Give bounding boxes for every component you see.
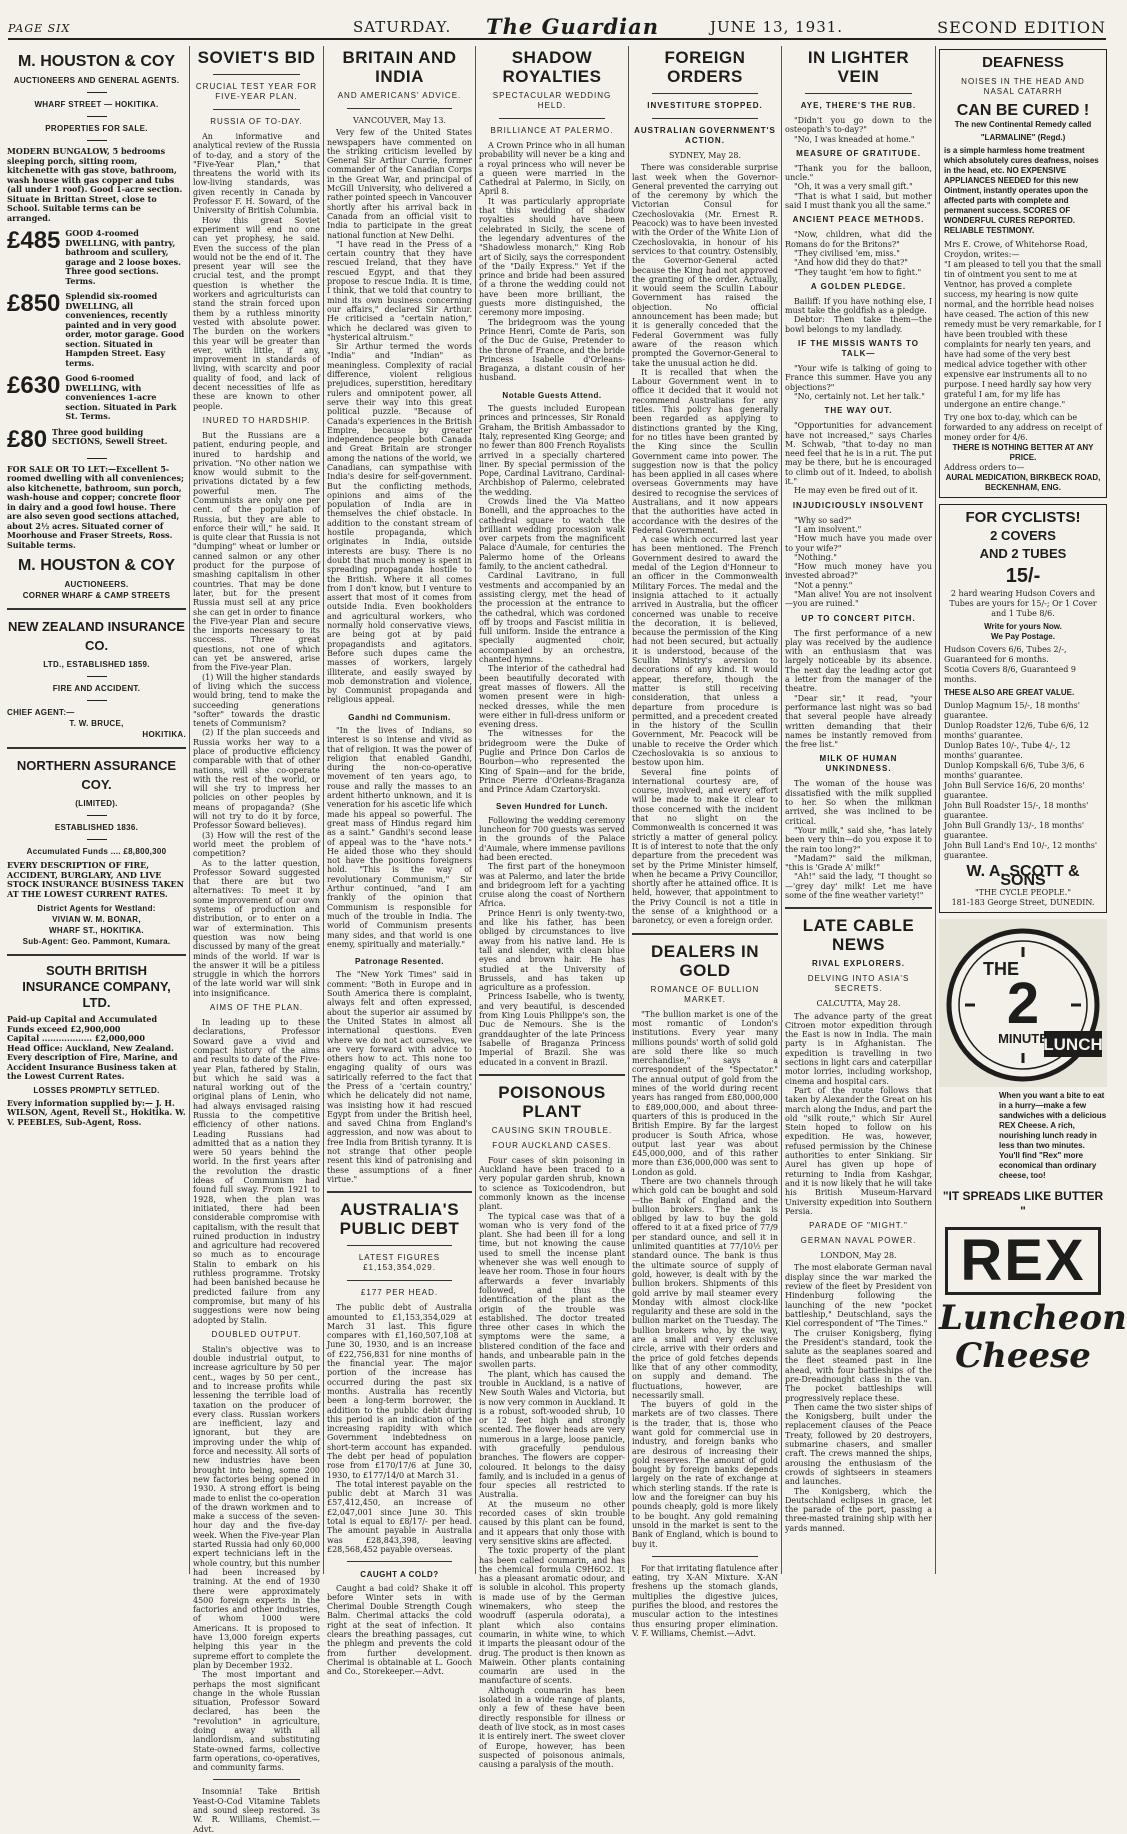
headline: SHADOW ROYALTIES	[502, 48, 602, 86]
article-paragraph: The public debt of Australia amounted to £1,153,354,029 at March 31 last. This figure compares with £1,160,507,108 at June 30, 1930, and is an increase of £22,756,831 for nine months of the financial year. The major portion of the increase has occurred during the past six months. Australia has recently been a long-term borrower, the addition to the public debt during this period is an indication of the increasing rapidity with which Government indebtedness on short-term account has expanded. The debt per head of population rose from £170/17/6 at June 30, 1930, to £177/14/0 at March 31.	[327, 1303, 472, 1480]
section-heading: Notable Guests Attend.	[502, 390, 602, 400]
subheading: LATEST FIGURES £1,153,354,029.	[358, 1253, 441, 1273]
article-paragraph: The total interest payable on the public debt at March 31 was £57,412,450, an increase of £2,047,001 since June 30. This total is equal to £8/17/- per head. The amount payable in Australia was £28,843,398, leaving £28,568,452 payable overseas.	[327, 1479, 472, 1554]
article-paragraph: The most important and perhaps the most significant change in the whole Russian situation, Professor Soward declared, has been the "revolution" in agriculture, doing away with all landlordism, and substituting State-owned farms, collective farm operations, co-operatives, and community farms.	[193, 1670, 320, 1773]
article-paragraph: The Konigsberg, which the Deutschland eclipses in grace, let the parade of the port, passing a three-masted training ship with her yards manned.	[785, 1486, 932, 1533]
section-heading: Gandhi nd Communism.	[348, 712, 451, 722]
dateline: CALCUTTA, May 28.	[816, 999, 901, 1009]
subheading: RIVAL EXPLORERS.	[811, 959, 906, 969]
joke-line: "How much have you made over to your wife?"	[785, 534, 932, 553]
divider	[479, 1074, 625, 1076]
joke-line: "They taught 'em how to fight."	[794, 267, 922, 277]
article-paragraph: The first part of the honeymoon was at Palermo, and later the bride and bridegroom left for a yachting cruise along the coast of Northern Africa.	[479, 862, 625, 909]
south-british-line: Every information supplied by:— J. H. WILSON, Agent, Revell St., Hokitika. W. V. PEEBLES, Sub-Agent, Ross.	[7, 1097, 186, 1127]
column-britain-india	[323, 46, 475, 1677]
joke-line: "Didn't you go down to the osteopath's to-day?"	[785, 116, 932, 135]
south-british-name: SOUTH BRITISH INSURANCE COMPANY, LTD.	[22, 963, 171, 1010]
divider	[347, 1245, 452, 1246]
cyclists-line: 2 hard wearing Hudson Covers and Tubes are yours for 15/-; Or 1 Cover and 1 Tube 8/6.	[949, 589, 1097, 618]
nz-insurance-name: NEW ZEALAND INSURANCE CO.	[8, 619, 185, 653]
joke-line: "Your wife is talking of going to France this summer. Have you any objections?"	[785, 364, 932, 392]
subheading: MILK OF HUMAN UNKINDNESS.	[819, 754, 898, 774]
article-paragraph: (1) Will the higher standards of living which the success would bring, tend to make the succeeding generations "softer" towards the drastic tenets of Communism?	[193, 672, 320, 729]
divider	[87, 116, 107, 117]
article-paragraph: Crowds lined the Via Matteo Bonelli, and the approaches to the cathedral square to watch the brilliant wedding procession walk over carpets from the magnificent Palace d'Aumale, for centuries the Palermo home of the Orleans family, to the ancient cathedral.	[479, 496, 625, 572]
joke-line: "Opportunities for advancement have not increased," says Charles M. Schwab, "that to-day no man need feel that he is in a rut. The put may be there, but he is encouraged to climb out of it. Indeed, to abolish it."	[785, 421, 932, 487]
cyclists-price: 15/-	[1005, 565, 1041, 587]
article-paragraph: (2) If the plan succeeds and Russia works her way to a place of productive efficiency comparable with that of other nations, will she co-operate with the rest of the world, or will she try to impress her policies on other peoples by means of propaganda? (She will not try to do it by force, Professor Soward believes).	[193, 728, 320, 831]
houston-line: CORNER WHARF & CAMP STREETS	[22, 591, 171, 600]
deafness-cure: CAN BE CURED !	[956, 102, 1090, 119]
article-paragraph: Part of the route follows that taken by Alexander the Great on his march along the Indus, and part the old "silk route," which Sir Aurel Stein hoped to follow on his expedition. He was, however, refused permission by the Chinese authorities to enter Sinkiang. Sir Aurel has given up hope of returning to India from Kashgar, and it is now likely that he will take his British Museum-Harvard University expedition into Southern Persia.	[785, 1085, 932, 1216]
joke-line: Debtor: Then take them—the bowl belongs to my landlady.	[785, 315, 932, 334]
northern-assurance-line: WHARF ST., HOKITIKA.	[49, 926, 144, 935]
issue-date: JUNE 13, 1931.	[710, 18, 844, 36]
column-foreign-orders	[628, 46, 781, 1638]
issue-day: SATURDAY.	[353, 18, 452, 36]
headline: BRITAIN AND INDIA	[342, 48, 457, 86]
article-paragraph: The typical case was that of a woman who is very fond of the plant. She had been ill for a long time, but not knowing the cause used to smell the incense plant whenever she was well enough to leave her room. Those in four hours afterwards a fever invariably followed, and thus the identification of the plant as the origin of the trouble was established. The doctor treated three other cases in which the symptoms were the same, a blistered condition of the face and hands, and unbearable pain in the swollen parts.	[479, 1211, 625, 1370]
column-advertisements	[4, 46, 189, 1574]
divider	[87, 140, 107, 141]
joke-line: "Man alive! You are not insolvent —you are ruined."	[785, 589, 932, 609]
scott-line: "THE CYCLE PEOPLE."	[975, 887, 1071, 897]
joke-line: "Your milk," said she, "has lately been very thin—do you expose it to the rain too long?"	[785, 825, 932, 854]
divider	[347, 108, 452, 109]
cyclists-line: Dunlop Magnum 15/-, 18 months' guarantee.	[944, 701, 1080, 720]
article-paragraph: As to the latter question, Professor Soward suggested that there are but two alternatives: To meet it by some improvement of our own systems of production and distribution, or to enter on a war of extermination. This question was now being discussed by many of the great minds of the world. If war is the answer it will be a pitiless struggle in which the horrors of the late world war will sink into insignificance.	[193, 858, 320, 998]
deafness-line: is a simple harmless home treatment which absolutely cures deafness, noises in the head, etc. NO EXPENSIVE APPLIANCES NEEDED for this new Ointment, instantly operates upon the affected parts with complete and permanent success. SCORES OF WONDERFUL CURES REPORTED. RELIABLE TESTIMONY.	[944, 146, 1099, 235]
subheading: ROMANCE OF BULLION MARKET.	[650, 984, 760, 1004]
property-listing	[7, 292, 186, 368]
column-lighter-vein	[781, 46, 935, 1574]
property-price: £630	[7, 372, 61, 399]
divider	[87, 839, 107, 840]
article-paragraph: Prince Henri is only twenty-two, and like his father, has been obliged by circumstances to live away from his native land. He is tall and slender, with clean blue eyes and brown hair. He has studied at the University of Brussels, and has taken up agriculture as a profession.	[479, 908, 625, 993]
divider	[87, 700, 107, 701]
deafness-line: "I am pleased to tell you that the small tin of ointment you sent to me at Ventnor, has proved a complete success, my hearing is now quite normal, and the horrible head noises have ceased. The action of this new remedy must be very remarkable, for I have been troubled with these complaints for nearly ten years, and have had some of the very best medical advice together with other expensive ear instruments all to no purpose. I need hardly say how very grateful I am, for my life has undergone an entire change."	[944, 260, 1102, 409]
article-paragraph: The advance party of the great Citroen motor expedition through the East is now in India. The main party is in Afghanistan. The expedition is travelling in two sections in light cars and caterpillar motor lorries, including workshop, cinema and hospital cars.	[785, 1011, 932, 1086]
joke-line: "They civilised 'em, miss."	[794, 248, 900, 258]
nz-insurance-line: CHIEF AGENT:—	[7, 708, 75, 717]
property-listing	[7, 374, 186, 422]
cyclists-advert	[939, 504, 1107, 913]
article-paragraph: In leading up to these declarations, Professor Soward gave a vivid and compact history of the aims and results to date of the Five-year Plan, fathered by Stalin, but which he said was a natural working out of the original plans of Lenin, who had always envisaged raising Russia to the competitive efficiency of other nations. Leading Russians had admitted that as a nation they were 50 years behind the world. In the first years after the revolution the drastic ideas of Communism had found full sway. From 1921 to 1928, when the plan was initiated, there had been considerable compromise with capitalism, with the result that ruined production in industry and agriculture had recovered so much as to encourage Stalin to embark on his ruthless programme. Trotsky had been banished because he predicted failure from any compromise, but many of his suggestions were now being adopted by Stalin.	[193, 1018, 320, 1325]
divider	[347, 1561, 452, 1562]
cyclists-line: Dunlop Roadster 12/6, Tube 6/6, 12 months' guarantee.	[944, 721, 1089, 740]
property-listing	[7, 425, 186, 453]
rex-wordmark: REX	[945, 1227, 1101, 1295]
cyclists-line: Dunlop Bates 10/-, Tube 4/-, 12 months' guarantee.	[944, 741, 1071, 760]
joke-line: Bailiff: If you have nothing else, I must take the goldfish as a pledge.	[785, 296, 932, 316]
joke-line: "I am insolvent."	[794, 524, 862, 534]
scott-line: 181-183 George Street, DUNEDIN.	[951, 897, 1095, 907]
subheading: IF THE MISSIS WANTS TO TALK—	[798, 339, 919, 359]
nz-insurance-line: HOKITIKA.	[142, 730, 186, 739]
divider	[499, 118, 605, 119]
property-price: £850	[7, 290, 61, 317]
headline: FOREIGN ORDERS	[664, 48, 746, 86]
divider	[87, 815, 107, 816]
headline: LATE CABLE NEWS	[802, 916, 915, 955]
article-paragraph: The bridegroom was the young Prince Henri, Comte de Paris, son of the Duc de Guise, Pretender to the throne of France, and the bride Princess Isabelle d'Orleans-Braganza, a distant cousin of her husband.	[479, 317, 625, 383]
joke-line: "Now, children, what did the Romans do for the Britons?"	[785, 230, 932, 249]
nz-insurance-line: LTD., ESTABLISHED 1859.	[43, 660, 150, 669]
joke-line: "Thank you for the balloon, uncle."	[785, 163, 932, 183]
article-paragraph: The guests included European princes and princesses, Sir Ronald Graham, the British Ambassador to Italy, represented King George; and no fewer than 800 French Royalists arrived in a specially chartered liner. By special permission of the Pope, Cardinal Lavitrano, Cardinal-Archbishop of Palermo, celebrated the wedding.	[479, 404, 625, 497]
masthead	[8, 4, 1106, 40]
divider	[87, 458, 107, 459]
deafness-subtitle: NOISES IN THE HEAD AND NASAL CATARRH	[961, 77, 1085, 96]
divider	[87, 676, 107, 677]
dateline: LONDON, May 28.	[820, 1251, 897, 1261]
property-price: £485	[7, 227, 61, 254]
south-british-line: Capital .................. £2,000,000	[7, 1033, 145, 1043]
article-paragraph: The most elaborate German naval display since the war marked the review of the fleet by President von Hindenburg following the launching of the new "pocket battleship," Deutschland, says the Kiel correspondent of "The Times."	[785, 1263, 932, 1329]
northern-assurance-line: (LIMITED).	[75, 799, 118, 808]
article-paragraph: Then came the two sister ships of the Konigsberg, built under the replacement clauses of the Peace Treaty, followed by 20 destroyers, submarine chasers, and smaller craft. The crews manned the ships, arousing the enthusiasm of the crowds of sightseers in steamers and launches.	[785, 1402, 932, 1487]
headline: IN LIGHTER VEIN	[807, 48, 910, 86]
northern-assurance-line: ESTABLISHED 1836.	[54, 823, 139, 832]
subheading: £177 PER HEAD.	[360, 1288, 439, 1298]
cyclists-line: THESE ALSO ARE GREAT VALUE.	[944, 688, 1075, 697]
article-paragraph: A case which occurred last year has been mentioned. The French Government desired to award the medal of the Legion d'Honneur to an officer in the Commonwealth Military Forces. The medal and the insignia attached to it actually arrived in Australia, but the officer concerned was unable to receive the decoration, it is believed, because the permission of the King had not been secured, but actually it is understood, because of the Scullin Ministry's aversion to decorations of any kind. It would appear, therefore, though the matter is still receiving consideration, that unless a departure from procedure is permitted, and a precedent created in the history of the Scullin Government, Mr. Peacock will be unable to receive the Order which Czechoslovakia is so anxious to bestow upon him.	[632, 535, 778, 768]
cyclists-line: Hudson Covers 6/6, Tubes 2/-, Guaranteed for 6 months.	[944, 645, 1067, 664]
two-minute-lunch-illustration	[939, 919, 1107, 1087]
article-paragraph: Princess Isabelle, who is twenty, and very beautiful, is descended from King Louis Philippe's son, the Duc de Nemours. She is the granddaughter of the late Princess Isabelle of Braganza Princess Imperial of Brazil. She was educated in a convent in Brazil.	[479, 992, 625, 1067]
cyclists-line: Write for yours Now.	[984, 622, 1062, 631]
section-heading: CAUGHT A COLD?	[360, 1570, 439, 1580]
northern-assurance-line: District Agents for Westland:	[37, 904, 156, 913]
subheading: DELVING INTO ASIA'S SECRETS.	[807, 974, 910, 994]
subheading: SPECTACULAR WEDDING HELD.	[492, 91, 612, 110]
cyclists-line: John Bull Grandly 13/-, 18 months' guarantee.	[944, 821, 1085, 840]
subheading: INVESTITURE STOPPED.	[647, 101, 763, 110]
deafness-line: Try one box to-day, which can be forwarded to any address on receipt of money order for 4/6.	[944, 413, 1102, 442]
cyclists-line: John Bull Service 16/6, 20 months' guarantee.	[944, 781, 1085, 800]
column-soviets-bid	[189, 46, 323, 1834]
clock-two: 2	[1006, 970, 1040, 1036]
cyclists-line: AND 2 TUBES	[979, 546, 1067, 561]
subheading: RUSSIA OF TO-DAY.	[210, 117, 303, 126]
divider	[7, 608, 186, 610]
article-paragraph: But the Russians are a patient, enduring people, and inured to hardship and privation. "No other nation we know would submit to the privations dictated by a few powerful men. The Communists are only one per cent. of the population of Russia, but they are able to enforce their will," he said. It is quite clear that Russia is not "dumping" wheat or lumber or canned salmon or any other product for the purpose of smashing capitalism in other countries. That may be done later, but for the present Russia must sell at any price she can get in order to finance the Five-year Plan and secure the imports necessary to its success. Three great questions, not one of which can yet be answered, arise from the Five-year Plan.	[193, 430, 320, 673]
subheading: AYE, THERE'S THE RUB.	[800, 101, 917, 110]
divider	[785, 907, 932, 909]
subheading: CAUSING SKIN TROUBLE.	[491, 1125, 613, 1135]
divider	[652, 118, 758, 119]
deafness-line: The new Continental Remedy called	[954, 120, 1092, 129]
subheading: INURED TO HARDSHIP.	[202, 415, 311, 425]
property-listing	[7, 147, 186, 223]
houston-line: WHARF STREET — HOKITIKA.	[34, 100, 159, 109]
section-heading: Patronage Resented.	[354, 957, 445, 967]
property-price: £80	[7, 425, 48, 453]
cyclists-title: FOR CYCLISTS!	[965, 509, 1081, 526]
divider	[213, 74, 300, 75]
joke-line: "Not a penny."	[794, 580, 853, 590]
northern-assurance-line: Accumulated Funds .... £8,800,300	[26, 847, 167, 856]
joke-line: "Why so sad?"	[794, 515, 852, 525]
article-paragraph: Sir Arthur termed the words "India" and "Indian" as meaningless. Complexity of racial difference, violent religious prejudices, superstition, hereditary rulers and omnipotent power, all serve their way into this great political puzzle. "Because of Canada's experiences in the British Empire, because by greater independence people both Canada and Great Britain are stronger among the nations of the world, we Canadians, can sympathise with India's desire for self-government. But the conflicting methods, opinions and aims of the population of India are in themselves the chief obstacle. In addition to the constant stream of hostile propaganda, which originates in India, outside interests are busy. There is no doubt that much money is spent in spreading propaganda hostile to the British. Where it all comes from I don't know, but I venture to assert that most of it comes from outside India. Even bookholders and agricultural workers, who normally hold conservative views, are being got at by paid propagandists and agitators. Before such dupes came the masses of workers, largely illiterate, and easily swayed by mob demonstration and violence, by Communist propaganda and religious appeal.	[327, 342, 472, 705]
rex-luncheon: Luncheon	[939, 1297, 1127, 1338]
property-text: Three good building SECTIONS, Sewell Street.	[52, 426, 168, 446]
deafness-line: Address orders to—	[944, 463, 1025, 472]
rex-slogan: "IT SPREADS LIKE BUTTER "	[942, 1188, 1104, 1218]
nz-insurance-line: T. W. BRUCE,	[69, 719, 124, 728]
joke-line: "Dear sir," it read, "your performance last night was so bad that several people have already written demanding that their names be instantly removed from the free list."	[785, 693, 932, 750]
edition-label: SECOND EDITION	[937, 18, 1106, 37]
article-paragraph: Several fine points of international courtesy are, of course, involved, and every effort will be made to make it clear to those concerned with the incident that no slight on the Commonwealth is concerned it was strictly a matter of general policy. It is of interest to note that the only departure from the precedent was set by the Prime Minister himself, when he became a Privy Councillor, shortly after he attained office. It is held, however, that appointment to the Privy Council is not a title in the sense of a knighthood or a baronetcy, or even a foreign order.	[632, 767, 778, 926]
article-paragraph: It is recalled that when the Labour Government went in to office it decided that it would not recommend Australians for any titles. This policy has generally been regarded as applying to distinctions granted by the King, for no titles have been granted by the King since the Scullin Government came into power. The suggestion now is that the policy has been applied in all cases where overseas Governments may have desired to recognise the services of Australians, and it now appears that the authorities have acted in accordance with the desires of the Federal Government.	[632, 367, 778, 535]
subheading: INJUDICIOUSLY INSOLVENT	[792, 500, 925, 510]
advertisement-paragraph: For that irritating flatulence after eating, try X-AN Mixture. X-AN freshens up the stomach glands, multiplies the digestive juices, purifies the blood, and restores the muscular action to the intestines thus ensuring proper elimination. V. F. Williams, Chemist.—Advt.	[632, 1563, 778, 1638]
joke-line: "Ah!" said the lady, "I thought so—'grey day' milk! Let me have some of the fine weather variety!"	[785, 872, 932, 900]
rex-cheese: Cheese	[955, 1335, 1091, 1376]
advertisement-paragraph: Insomnia! Take British Yeast-O-Cod Vitamine Tablets and sound sleep restored. 3s W. R. Williams, Chemist.—Advt.	[193, 1787, 320, 1834]
joke-line: "Madam?" said the milkman, "this is 'Grade A' milk!"	[785, 853, 932, 873]
deafness-title: DEAFNESS	[982, 54, 1064, 71]
joke-line: He may even be fired out of it.	[794, 486, 918, 496]
article-paragraph: The plant, which has caused the trouble in Auckland, is a native of New South Wales and Victoria, but is now very common in Auckland. It is a robust, soft-wooded shrub, 10 or 12 feet high and strongly scented. The flower heads are very numerous in a large, loose panicle, with gracefully pendulous branches. The flowers are copper-coloured. It belongs to the daisy family, and is included in a genus of four species all restricted to Australia.	[479, 1369, 625, 1500]
subheading: ANCIENT PEACE METHODS.	[792, 215, 925, 225]
subheading: PARADE OF "MIGHT."	[809, 1221, 908, 1231]
section-heading: Seven Hundred for Lunch.	[495, 802, 608, 812]
subheading: CRUCIAL TEST YEAR FOR FIVE-YEAR PLAN.	[195, 82, 318, 101]
divider	[7, 747, 186, 749]
houston-name: M. HOUSTON & COY	[17, 53, 176, 70]
article-paragraph: "In the lives of Indians, so interest is so intense and vivid as that of religion. It was the power of religion that enabled Gandhi, during the non-co-operative movement of ten years ago, to rouse and rally the masses to an ardent hitherto unknown, and it is veneration for his ascetic life which made his appeal so powerful. The great mass of Hindus regard him as a saint." Gandhi's second lease of appeal was to the "have nots." He aided those who they should not have the positions foreigners hold. "This is the way of revolutionary Communism," Sir Arthur continued, "and I am frankly of the opinion that Communism is responsible for much of the trouble in India. The world of Communism presents many sides, and that world is one enemy, spiritually and materially."	[327, 726, 472, 949]
nz-insurance-line: FIRE AND ACCIDENT.	[52, 684, 141, 693]
clock-icon	[939, 919, 1108, 1087]
houston-line: AUCTIONEERS AND GENERAL AGENTS.	[13, 76, 180, 85]
divider	[213, 109, 300, 110]
divider	[327, 1191, 472, 1193]
deafness-line: THERE IS NOTHING BETTER AT ANY PRICE.	[952, 443, 1094, 462]
rex-cheese-logo	[939, 1227, 1127, 1376]
joke-line: "That is what I said, but mother said I must thank you all the same."	[785, 191, 932, 211]
deafness-line: AURAL MEDICATION, BIRKBECK ROAD, BECKENHAM, ENG.	[945, 473, 1101, 492]
article-paragraph: The witnesses for the bridegroom were the Duke of Puglie and Prince Don Carlos de Bourbon—who represented the King of Spain—and for the bride, Prince Pierre d'Orleans-Braganza and Prince Adam Czartoryski.	[479, 729, 625, 795]
divider	[87, 92, 107, 93]
northern-assurance-line: EVERY DESCRIPTION OF FIRE, ACCIDENT, BURGLARY, AND LIVE STOCK INSURANCE BUSINESS TAKEN AT THE LOWEST CURRENT RATES.	[7, 860, 184, 899]
article-paragraph: Very few of the United States newspapers have commented on the striking criticism levelled by General Sir Arthur Currie, former commander of the Canadian Corps in the Great War, and principal of McGill University, who delivered a rather pointed speech in Vancouver shortly after his arrival back in Canada from an official visit to India to participate in the great national function at New Delhi.	[327, 128, 472, 240]
joke-line: "Oh, it was a very small gift."	[794, 182, 913, 192]
article-paragraph: (3) How will the rest of the world meet the problem of competition?	[193, 830, 320, 859]
divider	[652, 1556, 758, 1557]
subheading: A GOLDEN PLEDGE.	[810, 281, 907, 291]
property-text: Good 6-roomed DWELLING, with conveniences 1-acre section. Situated in Park St. Terms.	[65, 373, 177, 421]
divider	[805, 93, 912, 94]
subheading: AND AMERICANS' ADVICE.	[337, 91, 462, 100]
joke-line: "No, certainly not. Let her talk."	[794, 391, 925, 401]
article-paragraph: The interior of the cathedral had been beautifully decorated with great masses of flowers. All the women present were in high-necked dresses, while the men were either in full-dress uniform or evening dress.	[479, 664, 625, 730]
subheading: MEASURE OF GRATITUDE.	[796, 148, 921, 158]
article-paragraph: The "New York Times" said in comment: "Both in Europe and in South America there is complaint, always felt and often expressed, about the superior air assumed by the United States in almost all international questions. Even where we do not act ourselves, we are very forward with advice to others how to act. This none too engaging quality of ours was satirically referred to the fact that the Press of a 'certain country,' which he delicately did not name, was insisting how it had rescued Egypt from under the British heel, and saved China from England's aggression, and now was about to free India from British tyranny. It is not strange that other people resent this kind of patronising and these assumptions of a finer virtue."	[327, 970, 472, 1184]
article-paragraph: The toxic property of the plant has been called coumarin, and has the chemical formula C9H6O2. It has a pleasant aromatic odour, and is soluble in alcohol. This property is made use of by the German winemakers, who steep the woodruff (asperula odorata), a plant which also contains coumarin, in white wine, to which it imparts the pleasant odour of the drug. The product is then known as Maiwein. Other plants containing coumarin are used in the manufacture of scents.	[479, 1546, 625, 1686]
divider	[7, 954, 186, 956]
rex-text: When you want a bite to eat in a hurry—make a few sandwiches with a delicious REX Cheese. A rich, nourishing lunch ready in less than two minutes. You'll find "Rex" more economical than ordinary cheese, too!	[999, 1090, 1107, 1180]
deafness-advert	[939, 49, 1107, 498]
subheading: AUSTRALIAN GOVERNMENT'S ACTION.	[634, 126, 776, 145]
joke-line: "How much money have you invested abroad?"	[785, 562, 932, 581]
subheading: UP TO CONCERT PITCH.	[801, 613, 916, 623]
property-text: MODERN BUNGALOW, 5 bedrooms sleeping porch, sitting room, kitchenette with gas stove, bathroom, wash house with gas copper and tubs (all under 1 roof). Good 1-acre section. Situate in Brittan Street, close to School. Suitable terms can be arranged.	[7, 146, 183, 223]
article-paragraph: How this great Soviet experiment will end no one can yet prophesy, he said. Even the success of the plan would not be the end of it. The present year will see the crucial test, and the prompt question is whether the workers and agriculturists can stand the strain forced upon them by a ruthless minority vested with absolute power. The burden on the workers this year will be greater than ever, with little, if any, improvement in standards of living, with scarcity and poor quality of food, and lack of decent necessities of life as these are known to other people.	[193, 215, 320, 411]
scott-name: W. A. SCOTT & SONS	[966, 863, 1080, 890]
property-text: GOOD 4-roomed DWELLING, with pantry, bathroom and scullery, garage and 2 loose boxes. Three good sections. Terms.	[65, 228, 181, 286]
northern-assurance-line: VIVIAN W. M. BONAR,	[52, 915, 141, 924]
article-paragraph: It was particularly appropriate that this wedding of shadow royalties should have been celebrated in Sicily, the scene of the legendary adventures of the "Shadowless monarch," King Rob art of Sicily, says the correspondent of the "Daily Express." Yet if the prince and bride had been assured of a throne the wedding could not have been more brilliant, the guests more distinguished, the ceremony more imposing.	[479, 196, 625, 318]
cyclists-line: 2 COVERS	[990, 528, 1056, 543]
article-paragraph: At the museum no other recorded cases of skin trouble caused by this plant can be found, and it appears that only those with very sensitive skins are affected.	[479, 1499, 625, 1546]
cyclists-line: We Pay Postage.	[991, 632, 1055, 641]
dateline: SYDNEY, May 28.	[668, 151, 742, 160]
column-shadow-royalties	[475, 46, 628, 1770]
south-british-line: LOSSES PROMPTLY SETTLED.	[33, 1085, 160, 1095]
divider	[632, 933, 778, 935]
dateline: VANCOUVER, May 13.	[353, 116, 446, 125]
for-sale-notice: FOR SALE OR TO LET:—Excellent 5-roomed dwelling with all conveniences; also kitchenette, bathroom, sun porch, wash-house and copper; concrete floor in dairy and a good fowl house. There are also seven good sections attached, about 2½ acres. Situated corner of Moorhouse and Fraser Streets, Ross. Suitable terms.	[7, 463, 184, 550]
headline: SOVIET'S BID	[197, 48, 316, 67]
article-paragraph: Stalin's objective was to double industrial output, to increase agriculture by 50 per cent., wages by 50 per cent., and to increase profits while lessening the terrible load of taxation on the producer of every class. Russian workers are inefficient, lazy and ignorant, but they are improving under the whip of force and necessity. All sorts of new industries have been brought into being, some 200 new factories being opened in 1930. A strong effort is being made to enlist the co-operation of the drawn workmen and to make a success of the seven-hour day and the five-day week. When the Five-year Plan started Russia had only 60,000 expert technicians left in the whole country, but this number had been increased by training. At the end of 1930 there were approximately 4500 foreign experts in the factories and other industries, of whom 1000 were Americans. It is proposed to have 13,000 foreign experts helping this year in the supreme effort to complete the plan by December 1932.	[193, 1344, 321, 1670]
joke-line: The woman of the house was dissatisfied with the milk supplied to her. So when the milkman arrived, she was inclined to be critical.	[785, 779, 932, 826]
houston-line: AUCTIONEERS.	[64, 580, 129, 589]
article-paragraph: There are two channels through which gold can be bought and sold—the Bank of England and the bullion brokers. The bank is obliged by law to buy the gold offered to it at a fixed price of 77/9 per standard ounce, and sell it in unlimited quantities at 77/10½ per standard ounce. The bank is thus the ultimate source of supply of gold, however, is dealt with by the bullion brokers. Shipments of this gold arrive by mail steamer every Monday with almost clock-like regularity and these are sold in the bullion market on the Tuesday. The bullion brokers who, by the way, are a small and very exclusive circle, arrive with their orders and the price of gold fetches depends like that of any other commodity, on supply and demand. The fluctuations, however, are necessarily small.	[632, 1176, 778, 1400]
subheading: BRILLIANCE AT PALERMO.	[490, 126, 614, 135]
property-text: Splendid six-roomed DWELLING, all conveniences, recently painted and in very good order, motor garage. Good section. Situated in Hampden Street. Easy terms.	[65, 291, 185, 368]
clock-lunch: LUNCH	[1043, 1034, 1103, 1054]
article-paragraph: "The bullion market is one of the most romantic of London's institutions. Every year many millions pounds' worth of solid gold are sold there like so much merchandise," says a correspondent of the "Spectator." The annual output of gold from the mines of the world during recent years has ranged from £80,000,000 to £89,000,000, and about three-quarters of this is produced in the British Empire. By far the largest producer is South Africa, whose output last year was about £45,000,000, and of this rather more than £36,000,000 was sent to London as gold.	[632, 1009, 778, 1177]
divider	[347, 1280, 452, 1281]
cyclists-line: Dunlop Kompskall 6/6, Tube 3/6, 6 months' guarantee.	[944, 761, 1085, 780]
subheading: THE WAY OUT.	[824, 406, 893, 416]
article-paragraph: "I have read in the Press of a certain country that they have rescued Ireland, that they have rescued Egypt, and that they propose to rescue India. It is time, I think, that we told that country to mind its own business concerning our affairs," declared Sir Arthur. He criticised a "certain nation," which he declared was given to "hysterical altruism."	[327, 239, 472, 342]
article-paragraph: Following the wedding ceremony luncheon for 700 guests was served in the grounds of the Palace d'Aumale, where immense pavilions had been erected.	[479, 815, 625, 862]
joke-line: "No, I was kneaded at home."	[794, 134, 915, 144]
article-paragraph: Cardinal Lavitrano, in full vestments and accompanied by an assisting clergy, met the head of the procession at the entrance to the cathedral, which was cordoned off by troops and Fascist militia in full uniform. Inside the entrance a specially augmented choir, accompanied by an orchestra, chanted hymns.	[479, 571, 625, 665]
subheading: DOUBLED OUTPUT.	[211, 1329, 302, 1339]
article-paragraph: Although coumarin has been isolated in a wide range of plants, only a few of these have been directly responsible for illness or death of live stock, as in most cases it is entirely inert. The sweet clover of Europe, however, has been suspected of poisonous animals, causing a paralysis of the mouth.	[479, 1685, 625, 1770]
clock-minute: MINUTE	[998, 1030, 1048, 1046]
joke-line: The first performance of a new play was received by the audience with an enthusiasm that was largely noticeable by its absence. The next day the leading actor got a letter from the manager of the theatre.	[785, 628, 932, 694]
houston-name: M. HOUSTON & COY	[17, 557, 176, 574]
divider	[213, 1779, 300, 1780]
deafness-line: "LARMALINE" (Regd.)	[980, 133, 1066, 142]
headline: DEALERS IN GOLD	[651, 941, 759, 980]
south-british-line: Paid-up Capital and Accumulated Funds exceed £2,900,000	[7, 1014, 158, 1034]
advertisement-paragraph: Caught a bad cold? Shake it off before Winter sets in with Cherimal Double Strength Cough Balm. Cherimal attacks the cold right at the seat of infection. It clears the breathing passages, cut the phlegm and prevents the cold from further development. Cherimal is obtainable at L. Gooch and Co., Storekeeper.—Advt.	[327, 1583, 472, 1677]
divider	[652, 93, 758, 94]
article-paragraph: Four cases of skin poisoning in Auckland have been traced to a very popular garden shrub, known to science as Toxicodendron, but commonly known as the incense plant.	[479, 1155, 625, 1212]
joke-line: "And how did they do that?"	[794, 258, 908, 268]
south-british-line: Head Office: Auckland, New Zealand. Every description of Fire, Marine, and Accident Insurance Business taken at the Lowest Current Rates.	[7, 1042, 178, 1081]
northern-assurance-name: NORTHERN ASSURANCE COY.	[16, 758, 177, 792]
cyclists-line: John Bull Roadster 15/-, 18 months' guarantee.	[944, 801, 1089, 820]
houston-line: PROPERTIES FOR SALE.	[45, 124, 148, 133]
headline: AUSTRALIA'S PUBLIC DEBT	[339, 1200, 460, 1239]
article-paragraph: There was considerable surprise last week when the Governor-General prevented the carrying out of the ceremony by which the Victorian Consul for Czechoslovakia (Mr. Ernest R. Peacock) was to have been invested with the Order of the White Lion of Czechoslovakia, in honour of his services to that country. Ostensibly, the Governor-General acted because the King had not approved the granting of the order. Actually, it would seem the Scullin Labour Government has raised the objection. No official announcement has been made; but it is generally conceded that the Federal Government was fully aware of the reason which prompted the Governor-General to take the unusual action he did.	[632, 163, 778, 368]
column-right-advertisements	[935, 46, 1127, 1574]
cyclists-line: John Bull Land's End 10/-, 12 months' guarantee.	[944, 841, 1098, 860]
page-number: PAGE SIX	[8, 22, 71, 35]
newspaper-title: The Guardian	[486, 14, 659, 39]
clock-the: THE	[983, 958, 1019, 979]
article-paragraph: A Crown Prince who in all human probability will never be a king and a royal princess who will never be a queen were married in the Cathedral at Palermo, in Sicily, on April 8.	[479, 141, 625, 197]
cyclists-line: Scotia Covers 8/6, Guaranteed 9 months.	[944, 665, 1076, 684]
article-paragraph: The cruiser Konigsberg, flying the President's standard, took the salute as the seaplanes soared and the fleet steamed past in line ahead, with four battleships of the pre-Dreadnought class in the van. The pocket battleships will progressively replace these.	[785, 1328, 932, 1403]
joke-line: "Nothing."	[794, 552, 837, 562]
property-listing	[7, 229, 186, 286]
article-paragraph: An informative and analytical review of the Russia of to-day, and a story of the "Five-Year Plan," that threatens the world with its low-living standards, was given recently in Canada by Professor F. H. Soward, of the University of British Columbia.	[193, 132, 320, 216]
subheading: FOUR AUCKLAND CASES.	[492, 1140, 612, 1150]
article-paragraph: The buyers of gold in the markets are of two classes. There is the trader, that is, those who want gold for commercial use in industry, and foreign banks who are desirous of increasing their gold reserves. The amount of gold bought by foreign banks depends largely on the rate of exchange at which sterling stands. If the rate is low and the foreigner can buy his pounds cheaply, gold is more likely to be bought. Any gold remaining unsold in the market is sent to the Bank of England, which is bound to buy it.	[632, 1400, 778, 1549]
northern-assurance-line: Sub-Agent: Geo. Pammont, Kumara.	[22, 937, 171, 946]
subheading: GERMAN NAVAL POWER.	[800, 1236, 917, 1246]
headline: POISONOUS PLANT	[498, 1082, 606, 1121]
subheading: AIMS OF THE PLAN.	[209, 1003, 304, 1013]
deafness-line: Mrs E. Crowe, of Whitehorse Road, Croydon, writes:—	[944, 240, 1088, 259]
